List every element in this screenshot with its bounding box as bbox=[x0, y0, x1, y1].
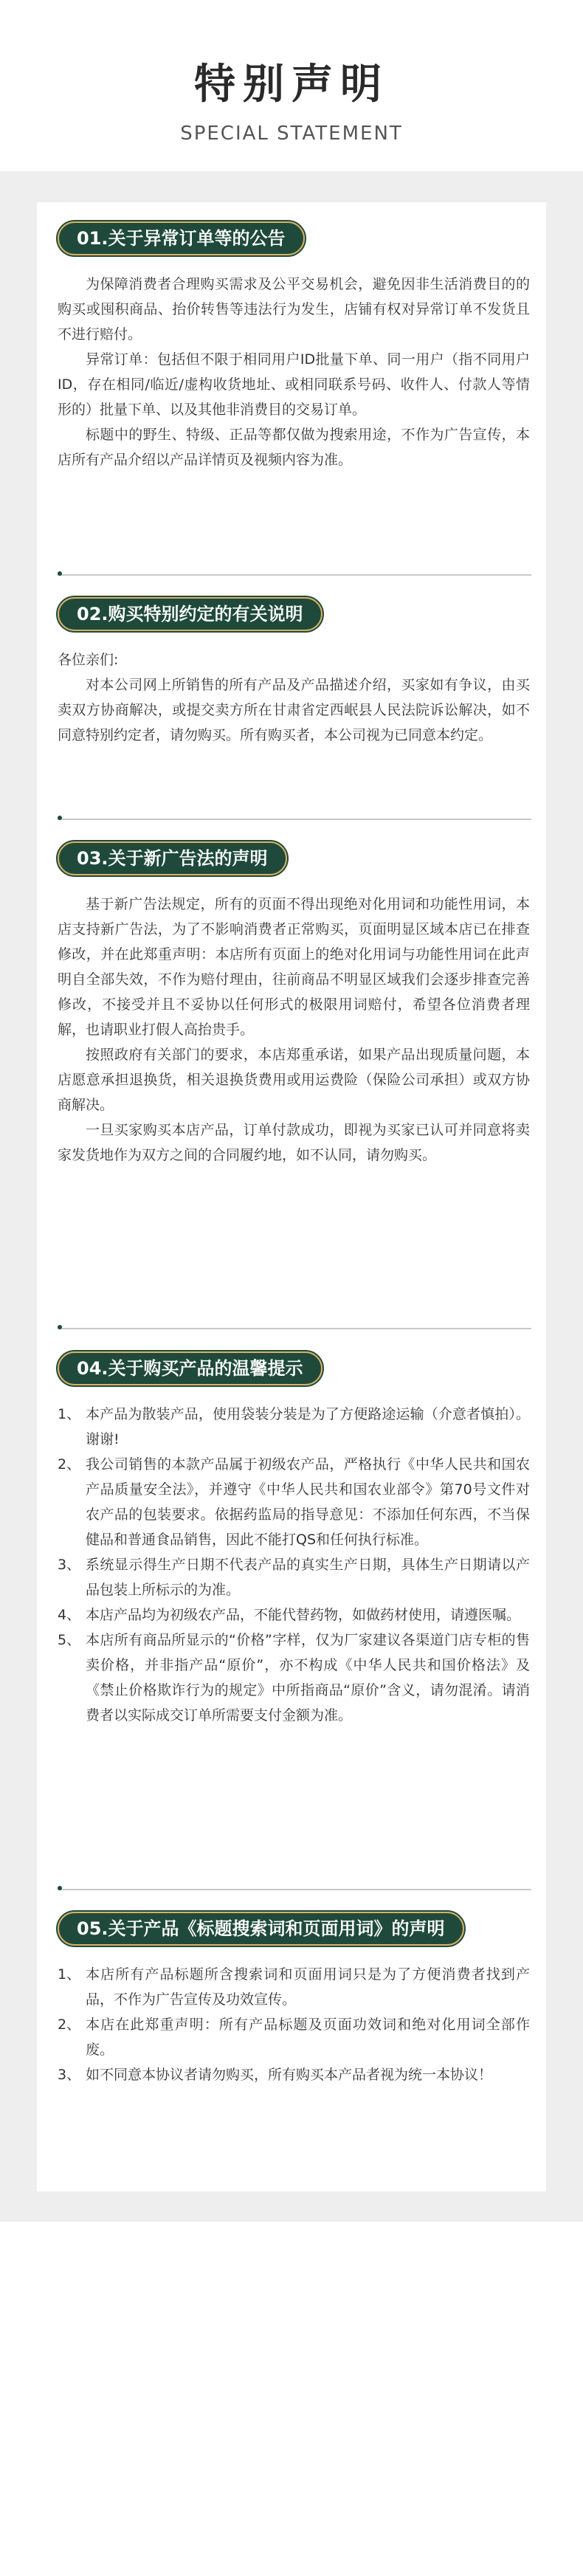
item-text: 如不同意本协议者请勿购买，所有购买本产品者视为统一本协议！ bbox=[86, 2067, 493, 2083]
item-number: 5、 bbox=[58, 1632, 81, 1648]
page-title: 特别声明 bbox=[194, 61, 389, 109]
section-title: 03.关于新广告法的声明 bbox=[58, 841, 287, 875]
section-04 bbox=[58, 1351, 530, 1728]
paragraph: 异常订单：包括但不限于相同用户ID批量下单、同一用户（指不同用户ID，存在相同/临近/虚构收货地址、或相同联系号码、收件人、付款人等情形的）批量下单、以及其他非消费目的交易订单。 bbox=[58, 351, 530, 418]
section-01 bbox=[58, 221, 530, 472]
section-body bbox=[58, 647, 530, 748]
content-background bbox=[0, 171, 583, 2222]
paragraph: 对本公司网上所销售的所有产品及产品描述介绍，买家如有争议，由买卖双方协商解决，或提交卖方所在甘肃省定西岷县人民法院诉讼解决，如不同意特别约定者，请勿购买。所有购买者，本公司视为已同意本约定。 bbox=[58, 677, 530, 743]
page-subtitle: SPECIAL STATEMENT bbox=[180, 123, 403, 145]
section-03 bbox=[58, 841, 530, 1168]
list-item bbox=[58, 1402, 530, 1452]
section-body bbox=[58, 1402, 530, 1728]
section-body bbox=[58, 272, 530, 472]
item-text: 本产品为散装产品，使用袋装分装是为了方便路途运输（介意者慎拍）。谢谢! bbox=[86, 1406, 530, 1447]
item-number: 4、 bbox=[58, 1607, 81, 1623]
item-number: 2、 bbox=[58, 1456, 81, 1473]
list-item bbox=[58, 1602, 530, 1628]
item-number: 1、 bbox=[58, 1406, 81, 1422]
list-item bbox=[58, 1552, 530, 1602]
section-title: 02.购买特别约定的有关说明 bbox=[58, 597, 322, 631]
list-item bbox=[58, 2062, 530, 2087]
item-number: 3、 bbox=[58, 1557, 81, 1573]
section-title: 05.关于产品《标题搜索词和页面用词》的声明 bbox=[58, 1912, 464, 1946]
list-item bbox=[58, 1962, 530, 2012]
item-text: 本店产品均为初级农产品，不能代替药物，如做药材使用，请遵医嘱。 bbox=[86, 1607, 521, 1623]
list-item bbox=[58, 1628, 530, 1728]
section-title: 04.关于购买产品的温馨提示 bbox=[58, 1351, 322, 1385]
item-text: 我公司销售的本款产品属于初级农产品，严格执行《中华人民共和国农产品质量安全法》，并遵守《中华人民共和国农业部令》第70号文件对农产品的包装要求。依据药监局的指导意见：不添加任何东西，不当保健品和普通食品销售，因此不能打QS和任何执行标准。 bbox=[86, 1456, 530, 1548]
item-text: 本店在此郑重声明：所有产品标题及页面功效词和绝对化用词全部作废。 bbox=[86, 2017, 530, 2058]
paragraph: 基于新广告法规定，所有的页面不得出现绝对化用词和功能性用词，本店支持新广告法，为了不影响消费者正常购买，页面明显区域本店已在排查修改，并在此郑重声明：本店所有页面上的绝对化用词与功能性用词在此声明自全部失效，不作为赔付理由，往前商品不明显区域我们会逐步排查完善修改，不接受并且不妥协以任何形式的极限用词赔付，希望各位消费者理解，也请职业打假人高抬贵手。 bbox=[58, 896, 530, 1038]
section-divider bbox=[58, 819, 531, 820]
section-02 bbox=[58, 597, 530, 748]
section-body bbox=[58, 892, 530, 1168]
paragraph: 标题中的野生、特级、正品等都仅做为搜索用途，不作为广告宣传，本店所有产品介绍以产品详情页及视频内容为准。 bbox=[58, 427, 530, 468]
item-number: 2、 bbox=[58, 2017, 81, 2033]
section-title: 01.关于异常订单等的公告 bbox=[58, 221, 305, 255]
paragraph: 按照政府有关部门的要求，本店郑重承诺，如果产品出现质量问题，本店愿意承担退换货，相关退换货费用或用运费险（保险公司承担）或双方协商解决。 bbox=[58, 1047, 530, 1113]
section-divider bbox=[58, 1328, 531, 1329]
item-text: 系统显示得生产日期不代表产品的真实生产日期，具体生产日期请以产品包装上所标示的为准。 bbox=[86, 1557, 530, 1598]
header bbox=[0, 0, 583, 171]
section-divider bbox=[58, 1889, 531, 1890]
item-text: 本店所有商品所显示的“价格”字样，仅为厂家建议各渠道门店专柜的售卖价格，并非指产品“原价”，亦不构成《中华人民共和国价格法》及《禁止价格欺诈行为的规定》中所指商品“原价”含义，请勿混淆。请消费者以实际成交订单所需要支付金额为准。 bbox=[86, 1632, 530, 1723]
section-divider bbox=[58, 574, 531, 576]
item-number: 3、 bbox=[58, 2067, 81, 2083]
paragraph: 为保障消费者合理购买需求及公平交易机会，避免因非生活消费目的的购买或囤积商品、抬价转售等违法行为发生，店铺有权对异常订单不发货且不进行赔付。 bbox=[58, 276, 530, 342]
list-item bbox=[58, 2012, 530, 2062]
list-item bbox=[58, 1452, 530, 1552]
greeting: 各位亲们: bbox=[58, 652, 119, 668]
statement-card bbox=[37, 202, 546, 2191]
item-text: 本店所有产品标题所含搜索词和页面用词只是为了方便消费者找到产品，不作为广告宣传及功效宣传。 bbox=[86, 1966, 530, 2008]
item-number: 1、 bbox=[58, 1966, 81, 1983]
section-body bbox=[58, 1962, 530, 2087]
section-05 bbox=[58, 1912, 530, 2087]
paragraph: 一旦买家购买本店产品，订单付款成功，即视为买家已认可并同意将卖家发货地作为双方之间的合同履约地，如不认同，请勿购买。 bbox=[58, 1122, 530, 1163]
